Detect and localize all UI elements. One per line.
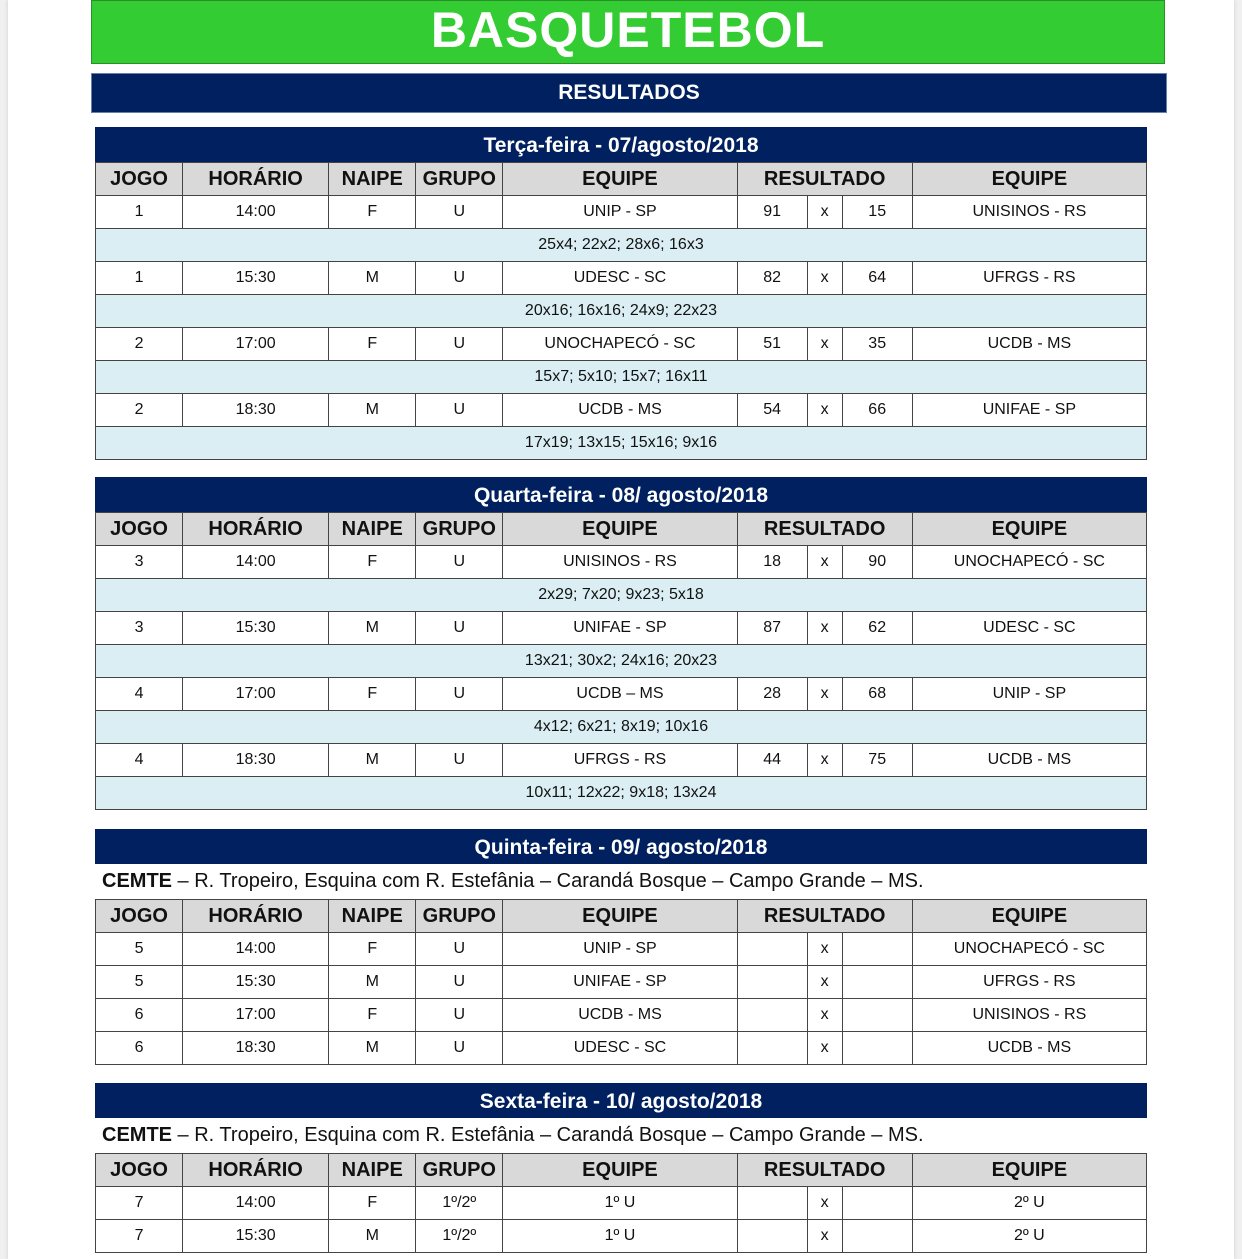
game-gender: F: [329, 328, 416, 361]
sets-row: [96, 711, 1147, 744]
home-score: 18: [737, 546, 807, 579]
home-team: UNIP - SP: [503, 933, 737, 966]
away-score: [842, 1032, 912, 1065]
header-resultado: RESULTADO: [737, 163, 912, 196]
game-gender: F: [329, 999, 416, 1032]
game-number: 2: [96, 394, 183, 427]
game-gender: F: [329, 546, 416, 579]
game-time: 18:30: [183, 394, 329, 427]
sets-row: [96, 361, 1147, 394]
header-grupo: GRUPO: [416, 513, 503, 546]
header-equipe-away: EQUIPE: [912, 163, 1146, 196]
home-score: 54: [737, 394, 807, 427]
sets-row: [96, 777, 1147, 810]
header-grupo: GRUPO: [416, 900, 503, 933]
game-group: U: [416, 933, 503, 966]
header-jogo: JOGO: [96, 900, 183, 933]
venue-line: [95, 864, 1147, 899]
table-row: [96, 196, 1147, 229]
header-horario: HORÁRIO: [183, 513, 329, 546]
day-section: [95, 477, 1147, 810]
game-time: 14:00: [183, 196, 329, 229]
score-separator: x: [807, 612, 842, 645]
score-separator: x: [807, 1220, 842, 1253]
away-team: UNIFAE - SP: [912, 394, 1146, 427]
game-group: U: [416, 328, 503, 361]
results-table: [95, 512, 1147, 810]
header-grupo: GRUPO: [416, 1154, 503, 1187]
game-time: 14:00: [183, 1187, 329, 1220]
away-team: UCDB - MS: [912, 328, 1146, 361]
header-row: [96, 900, 1147, 933]
away-team: UNOCHAPECÓ - SC: [912, 546, 1146, 579]
results-heading: RESULTADOS: [91, 73, 1167, 113]
home-team: UDESC - SC: [503, 262, 737, 295]
venue-label: CEMTE: [102, 1124, 172, 1146]
away-team: UFRGS - RS: [912, 966, 1146, 999]
game-group: U: [416, 999, 503, 1032]
table-row: [96, 1187, 1147, 1220]
set-scores: 13x21; 30x2; 24x16; 20x23: [96, 645, 1147, 678]
day-section: [95, 127, 1147, 460]
header-naipe: NAIPE: [329, 163, 416, 196]
away-team: UNOCHAPECÓ - SC: [912, 933, 1146, 966]
away-team: UNIP - SP: [912, 678, 1146, 711]
home-team: UNISINOS - RS: [503, 546, 737, 579]
game-gender: F: [329, 196, 416, 229]
score-separator: x: [807, 196, 842, 229]
sets-row: [96, 295, 1147, 328]
header-row: [96, 513, 1147, 546]
header-jogo: JOGO: [96, 163, 183, 196]
home-team: UCDB - MS: [503, 999, 737, 1032]
game-number: 2: [96, 328, 183, 361]
table-row: [96, 394, 1147, 427]
home-team: 1º U: [503, 1220, 737, 1253]
header-equipe-home: EQUIPE: [503, 900, 737, 933]
header-row: [96, 1154, 1147, 1187]
away-team: 2º U: [912, 1187, 1146, 1220]
game-time: 17:00: [183, 678, 329, 711]
game-number: 4: [96, 678, 183, 711]
game-time: 15:30: [183, 262, 329, 295]
game-time: 17:00: [183, 328, 329, 361]
header-equipe-home: EQUIPE: [503, 513, 737, 546]
day-section: [95, 1083, 1147, 1253]
header-naipe: NAIPE: [329, 513, 416, 546]
header-resultado: RESULTADO: [737, 900, 912, 933]
home-team: UNIFAE - SP: [503, 612, 737, 645]
away-score: [842, 1187, 912, 1220]
header-jogo: JOGO: [96, 1154, 183, 1187]
game-time: 15:30: [183, 1220, 329, 1253]
away-score: 66: [842, 394, 912, 427]
away-score: 90: [842, 546, 912, 579]
game-gender: M: [329, 612, 416, 645]
game-number: 6: [96, 999, 183, 1032]
game-time: 17:00: [183, 999, 329, 1032]
score-separator: x: [807, 678, 842, 711]
set-scores: 25x4; 22x2; 28x6; 16x3: [96, 229, 1147, 262]
game-group: U: [416, 196, 503, 229]
table-row: [96, 546, 1147, 579]
header-equipe-home: EQUIPE: [503, 163, 737, 196]
venue-label: CEMTE: [102, 870, 172, 892]
header-equipe-away: EQUIPE: [912, 1154, 1146, 1187]
sets-row: [96, 427, 1147, 460]
away-team: UNISINOS - RS: [912, 196, 1146, 229]
home-team: UFRGS - RS: [503, 744, 737, 777]
set-scores: 17x19; 13x15; 15x16; 9x16: [96, 427, 1147, 460]
score-separator: x: [807, 1032, 842, 1065]
header-row: [96, 163, 1147, 196]
game-number: 3: [96, 546, 183, 579]
page-title: BASQUETEBOL: [91, 0, 1165, 64]
game-gender: M: [329, 394, 416, 427]
score-separator: x: [807, 933, 842, 966]
game-time: 15:30: [183, 612, 329, 645]
game-time: 14:00: [183, 933, 329, 966]
away-score: [842, 933, 912, 966]
set-scores: 20x16; 16x16; 24x9; 22x23: [96, 295, 1147, 328]
score-separator: x: [807, 1187, 842, 1220]
home-team: UNOCHAPECÓ - SC: [503, 328, 737, 361]
home-score: [737, 1220, 807, 1253]
game-time: 15:30: [183, 966, 329, 999]
day-title: Quinta-feira - 09/ agosto/2018: [95, 829, 1147, 864]
home-score: [737, 966, 807, 999]
set-scores: 2x29; 7x20; 9x23; 5x18: [96, 579, 1147, 612]
game-gender: M: [329, 1032, 416, 1065]
score-separator: x: [807, 966, 842, 999]
game-group: U: [416, 546, 503, 579]
table-row: [96, 933, 1147, 966]
game-number: 4: [96, 744, 183, 777]
game-time: 14:00: [183, 546, 329, 579]
away-score: 68: [842, 678, 912, 711]
away-score: [842, 1220, 912, 1253]
home-score: 51: [737, 328, 807, 361]
score-separator: x: [807, 546, 842, 579]
away-score: 62: [842, 612, 912, 645]
table-row: [96, 966, 1147, 999]
away-score: 15: [842, 196, 912, 229]
home-team: UNIFAE - SP: [503, 966, 737, 999]
day-title: Quarta-feira - 08/ agosto/2018: [95, 477, 1147, 512]
score-separator: x: [807, 999, 842, 1032]
game-gender: M: [329, 966, 416, 999]
day-title: Terça-feira - 07/agosto/2018: [95, 127, 1147, 162]
header-resultado: RESULTADO: [737, 1154, 912, 1187]
away-score: [842, 966, 912, 999]
game-number: 1: [96, 196, 183, 229]
home-team: UCDB - MS: [503, 394, 737, 427]
game-number: 1: [96, 262, 183, 295]
game-group: 1º/2º: [416, 1187, 503, 1220]
game-group: U: [416, 966, 503, 999]
away-team: 2º U: [912, 1220, 1146, 1253]
game-time: 18:30: [183, 1032, 329, 1065]
table-row: [96, 328, 1147, 361]
game-gender: M: [329, 1220, 416, 1253]
game-group: U: [416, 1032, 503, 1065]
game-group: U: [416, 744, 503, 777]
home-score: [737, 933, 807, 966]
set-scores: 10x11; 12x22; 9x18; 13x24: [96, 777, 1147, 810]
game-gender: M: [329, 262, 416, 295]
header-horario: HORÁRIO: [183, 163, 329, 196]
away-team: UDESC - SC: [912, 612, 1146, 645]
results-table: [95, 1153, 1147, 1253]
home-score: 87: [737, 612, 807, 645]
table-row: [96, 999, 1147, 1032]
home-score: 91: [737, 196, 807, 229]
day-title: Sexta-feira - 10/ agosto/2018: [95, 1083, 1147, 1118]
game-number: 7: [96, 1187, 183, 1220]
venue-line: [95, 1118, 1147, 1153]
game-gender: M: [329, 744, 416, 777]
home-score: [737, 1187, 807, 1220]
table-row: [96, 1220, 1147, 1253]
away-score: 64: [842, 262, 912, 295]
game-number: 7: [96, 1220, 183, 1253]
venue-address: – R. Tropeiro, Esquina com R. Estefânia – Carandá Bosque – Campo Grande – MS.: [172, 1124, 924, 1146]
away-team: UCDB - MS: [912, 1032, 1146, 1065]
game-group: U: [416, 262, 503, 295]
home-score: [737, 1032, 807, 1065]
home-team: UCDB – MS: [503, 678, 737, 711]
header-naipe: NAIPE: [329, 900, 416, 933]
game-gender: F: [329, 933, 416, 966]
results-table: [95, 899, 1147, 1065]
game-gender: F: [329, 678, 416, 711]
table-row: [96, 612, 1147, 645]
away-team: UNISINOS - RS: [912, 999, 1146, 1032]
header-horario: HORÁRIO: [183, 1154, 329, 1187]
table-row: [96, 744, 1147, 777]
home-team: 1º U: [503, 1187, 737, 1220]
home-score: [737, 999, 807, 1032]
game-group: U: [416, 612, 503, 645]
table-row: [96, 1032, 1147, 1065]
home-score: 82: [737, 262, 807, 295]
away-team: UCDB - MS: [912, 744, 1146, 777]
score-separator: x: [807, 744, 842, 777]
game-number: 5: [96, 933, 183, 966]
away-team: UFRGS - RS: [912, 262, 1146, 295]
sets-row: [96, 645, 1147, 678]
header-jogo: JOGO: [96, 513, 183, 546]
game-time: 18:30: [183, 744, 329, 777]
table-row: [96, 678, 1147, 711]
game-gender: F: [329, 1187, 416, 1220]
home-team: UNIP - SP: [503, 196, 737, 229]
score-separator: x: [807, 394, 842, 427]
home-team: UDESC - SC: [503, 1032, 737, 1065]
venue-address: – R. Tropeiro, Esquina com R. Estefânia – Carandá Bosque – Campo Grande – MS.: [172, 870, 924, 892]
away-score: [842, 999, 912, 1032]
results-table: [95, 162, 1147, 460]
game-group: 1º/2º: [416, 1220, 503, 1253]
game-number: 3: [96, 612, 183, 645]
set-scores: 4x12; 6x21; 8x19; 10x16: [96, 711, 1147, 744]
away-score: 75: [842, 744, 912, 777]
game-group: U: [416, 394, 503, 427]
header-equipe-away: EQUIPE: [912, 900, 1146, 933]
score-separator: x: [807, 262, 842, 295]
table-row: [96, 262, 1147, 295]
header-equipe-home: EQUIPE: [503, 1154, 737, 1187]
header-grupo: GRUPO: [416, 163, 503, 196]
score-separator: x: [807, 328, 842, 361]
away-score: 35: [842, 328, 912, 361]
sets-row: [96, 579, 1147, 612]
home-score: 44: [737, 744, 807, 777]
home-score: 28: [737, 678, 807, 711]
header-horario: HORÁRIO: [183, 900, 329, 933]
header-equipe-away: EQUIPE: [912, 513, 1146, 546]
game-number: 6: [96, 1032, 183, 1065]
game-number: 5: [96, 966, 183, 999]
day-section: [95, 829, 1147, 1065]
header-resultado: RESULTADO: [737, 513, 912, 546]
sets-row: [96, 229, 1147, 262]
game-group: U: [416, 678, 503, 711]
header-naipe: NAIPE: [329, 1154, 416, 1187]
set-scores: 15x7; 5x10; 15x7; 16x11: [96, 361, 1147, 394]
